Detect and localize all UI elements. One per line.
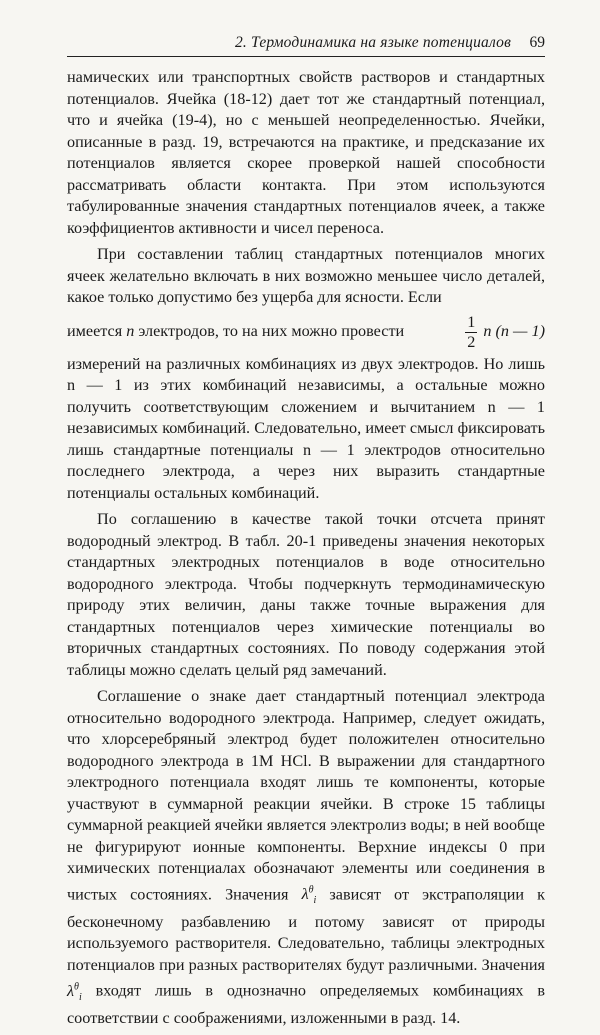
lambda-symbol-1: $\lambda^\theta_i$ (301, 884, 317, 907)
paragraph-1: намических или транспортных свойств растворов и стандартных потенциалов. Ячейка (18-12) дает тот же стандартный потенциал, что и ячейка (19-4), но с меньшей неопределенностью. Ячейки, описанные в разд. 19, встречаются на практике, и предсказание их потенциалов является скорее проверкой нашей способности рассматривать области контакта. При этом используются табулированные значения стандартных потенциалов ячеек, а также коэффициентов активности и чисел переноса. (67, 68, 545, 237)
page-header (67, 32, 545, 57)
formula-var: n (126, 322, 135, 341)
paragraph-2-text-a: При составлении таблиц стандартных потенциалов многих ячеек желательно включать в них возможно меньшее число деталей, какое только допустимо без ущерба для ясности. Если (67, 245, 545, 306)
paragraph-2-text-b: измерений на различных комбинациях из двух электродов. Но лишь n — 1 из этих комбинаций независимы, а остальные можно получить соответствующим сложением и вычитанием n — 1 независимых комбинаций. Следовательно, имеет смысл фиксировать лишь стандартные потенциалы n — 1 электродов относительно последнего электрода, а через них выразить стандартные потенциалы остальных комбинаций. (67, 354, 545, 502)
formula-line (67, 313, 545, 352)
running-title: 2. Термодинамика на языке потенциалов (234, 34, 511, 51)
lambda-symbol-2: $\lambda^\theta_i$ (67, 981, 82, 1003)
formula-tail: n (n — 1) (483, 321, 545, 340)
formula (463, 313, 545, 352)
formula-lead: имеется n электродов, то на них можно провести (67, 322, 405, 341)
paragraph-4-text-c: входят лишь в однозначно определяемых комбинациях в соответствии с соображениями, изложенными в разд. 14. (67, 981, 546, 1028)
paragraph-4-text-b: зависят от экстраполяции к бесконечному разбавлению и потому зависят от природы используемого растворителя. Следовательно, таблицы электродных потенциалов при разных растворителях будут различными. Значения (67, 884, 546, 974)
paragraph-2 (67, 244, 545, 309)
body-text (67, 67, 545, 1035)
fraction-numerator: 1 (467, 312, 476, 331)
paragraph-3: По соглашению в качестве такой точки отсчета принят водородный электрод. В табл. 20-1 приведены значения некоторых стандартных электродных потенциалов в воде относительно водородного электрода. Чтобы подчеркнуть термодинамическую природу этих величин, даны также точные выражения для стандартных потенциалов через химические потенциалы во вторичных стандартных состояниях. По поводу содержания этой таблицы можно сделать целый ряд замечаний. (67, 510, 545, 679)
paragraph-4-text-a: Соглашение о знаке дает стандартный потенциал электрода относительно водородного электрода. Например, следует ожидать, что хлорсеребряный электрод будет положителен относительно водородного электрода в 1М HCl. В выражении для стандартного электродного потенциала входят лишь те компоненты, которые участвуют в суммарной реакции ячейки. В строке 15 таблицы суммарной реакцией ячейки является электролиз воды; в ней вообще не фигурируют ионные компоненты. Верхние индексы 0 при химических потенциалах обозначают элементы или соединения в чистых состояниях. Значения (67, 687, 545, 903)
paragraph-4 (67, 686, 545, 1030)
page-number: 69 (529, 34, 545, 51)
fraction (465, 313, 477, 352)
fraction-denominator: 2 (467, 332, 476, 351)
